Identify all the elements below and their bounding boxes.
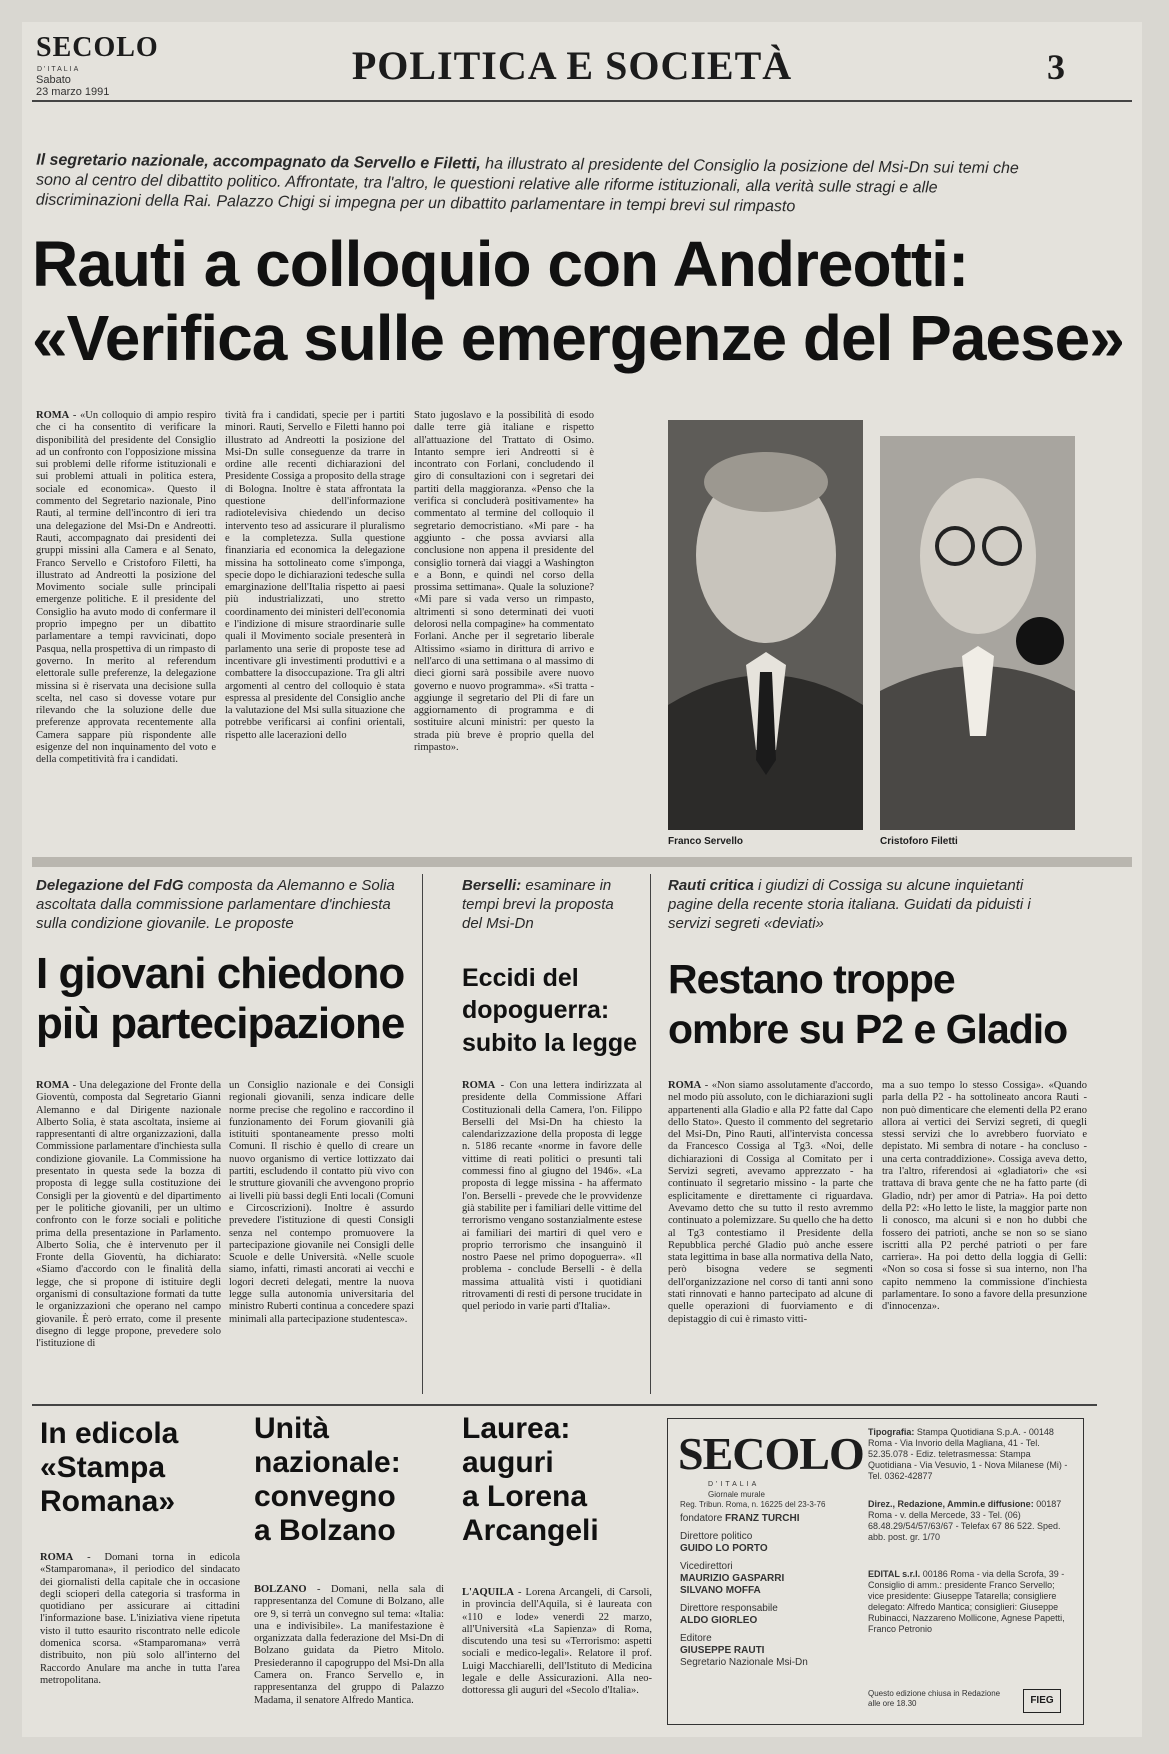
colophon-editor: GIUSEPPE RAUTI	[680, 1645, 765, 1656]
stampa-headline-3: Romana»	[40, 1485, 176, 1518]
lead-headline-1: Rauti a colloquio con Andreotti:	[32, 228, 969, 300]
colophon-director: GUIDO LO PORTO	[680, 1543, 768, 1554]
colophon-logo: SECOLO	[678, 1428, 864, 1479]
lead-kicker-text: ha illustrato al presidente del Consiglio la posizione del Msi-Dn sui temi che sono al centro del dibattito politico. Affrontate, tra l'altro, le questioni relative alle riforme istituzionali, alla verità sulle stragi e alle discriminazioni della Rai. Palazzo Chigi si impegna per un dibattito parlamentare in tempi brevi sul rimpasto	[35, 155, 1019, 216]
rauti-kicker	[668, 876, 1048, 933]
colophon-box	[667, 1418, 1084, 1725]
colophon-resp: ALDO GIORLEO	[680, 1615, 758, 1626]
stampa-headline-2: «Stampa	[40, 1451, 166, 1484]
bottom-rule	[32, 1404, 1097, 1406]
colophon-editor-label: Editore	[680, 1633, 712, 1644]
berselli-dateline: ROMA	[462, 1080, 496, 1091]
stampa-body-text: - Domani torna in edicola «Stamparomana», il periodico del sindacato dei giornalisti della capitale che in occasione degli scioperi della categoria si trasforma in quotidiano per assicurare ai cittadini l'informazione base. L'iniziativa viene ripetuta visto il tutto esaurito riscontrato nelle edicole domenica scorsa. «Stamparomana» verrà distribuito, non più solo all'interno del Raccordo Anulare ma anche in tutta l'area metropolitana.	[40, 1552, 240, 1686]
laurea-headline-1: Laurea:	[462, 1412, 571, 1445]
newspaper-page	[22, 22, 1142, 1737]
unita-headline-4: a Bolzano	[254, 1514, 396, 1547]
colophon-logo-sub: D'ITALIA	[708, 1481, 760, 1488]
berselli-headline-2: dopoguerra:	[462, 996, 610, 1024]
laurea-headline-4: Arcangeli	[462, 1514, 599, 1547]
lead-column-2	[225, 410, 405, 850]
rauti-column-1	[668, 1080, 873, 1395]
rauti-headline-2: ombre su P2 e Gladio	[668, 1006, 1068, 1052]
unita-headline-3: convegno	[254, 1480, 396, 1513]
lead-column-1	[36, 410, 216, 850]
fdg-column-1-text: - Una delegazione del Fronte della Gioventù, composta dal Segretario Gianni Alemanno e dal Dirigente nazionale Alberto Solia, è stata ascoltata, insieme ai rappresentanti di altre organizzazioni, dalla Commissione parlamentare d'inchiesta sulla condizione giovanile. La Commissione ha presentato in questa sede la bozza di proposta di legge sulla costituzione dei Consigli per la gioventù e del dipartimento per le politiche giovanili, per un ultimo confronto con le forze sociali e politiche prima della presentazione in Parlamento. Alberto Solia, che è intervenuto per il Fronte della Gioventù, ha dichiarato: «Siamo d'accordo con le finalità della legge, che si propone di istituire degli organismi di consultazione formati da tutte le organizzazioni che operano nel campo giovanile. È però errato, come il presente disegno di legge propone, prevedere solo l'istituzione di	[36, 1080, 221, 1350]
colophon-founder	[680, 1513, 799, 1525]
laurea-headline-2: auguri	[462, 1446, 554, 1479]
colophon-edital	[868, 1569, 1073, 1635]
unita-dateline: BOLZANO	[254, 1584, 307, 1595]
fdg-column-2-text: un Consiglio nazionale e dei Consigli regionali giovanili, senza indicare delle norme precise che regolino e raccordino il funzionamento dei Forum giovanili già istituiti spontaneamente presso molti Comuni. Il rischio è quello di creare un nuovo organismo di vertice lottizzato dai partiti, escludendo il contatto più vivo con le strutture giovanili che avvengono proprio ai livelli più bassi degli Enti locali (Comuni e Circoscrizioni). Inoltre è assurdo prevedere l'istituzione di questi Consigli senza nel contempo promuovere la partecipazione giovanile nei Consigli delle Scuole e delle Università. «Nelle scuole siamo, infatti, rimasti ancorati ai vecchi e logori decreti delegati, mentre la nuova legge sulla autonomia universitaria del ministro Ruberti continua a concedere spazi minimali alla partecipazione studentesca».	[229, 1080, 414, 1325]
colophon-resp-label: Direttore responsabile	[680, 1603, 778, 1614]
lead-kicker	[36, 151, 1036, 220]
column-rule-1	[422, 874, 423, 1394]
laurea-dateline: L'AQUILA	[462, 1587, 514, 1598]
unita-headline-1: Unità	[254, 1412, 329, 1445]
colophon-subtitle: Giornale murale	[708, 1490, 765, 1499]
colophon-closing: Questo edizione chiusa in Redazione alle ore 18.30	[868, 1689, 1001, 1708]
colophon-edital-text: 00186 Roma - via della Scrofa, 39 - Consiglio di amm.: presidente Franco Servello; vice presidente: Giuseppe Tatarella; consigliere delegato: Alfredo Mantica; consiglieri: Giuseppe Rubinacci, Nazzareno Mollicone, Agnese Papetti, Franco Petronio	[868, 1569, 1065, 1634]
column-rule-2	[650, 874, 651, 1394]
rauti-kicker-text: i giudizi di Cossiga su alcune inquietanti pagine della recente storia italiana. Guidati da piduisti i servizi segreti «deviati»	[668, 877, 1031, 932]
colophon-print	[868, 1427, 1073, 1482]
laurea-body	[462, 1587, 652, 1727]
colophon-director-label: Direttore politico	[680, 1531, 753, 1542]
masthead-day: Sabato	[36, 74, 71, 86]
colophon-editor-role: Segretario Nazionale Msi-Dn	[680, 1657, 808, 1668]
lead-headline-2: «Verifica sulle emergenze del Paese»	[32, 302, 1124, 374]
unita-body-text: - Domani, nella sala di rappresentanza del Comune di Bolzano, alle ore 9, si terrà un convegno sul tema: «Italia: una e indivisibile». La manifestazione è organizzata dalla federazione del Msi-Dn di Bolzano guidata da Pietro Mitolo. Presiederanno il capogruppo del Msi-Dn alla Camera on. Franco Servello e, in rappresentanza del gruppo di Palazzo Madama, il senatore Alfredo Mantica.	[254, 1584, 444, 1706]
colophon-vice-1: MAURIZIO GASPARRI	[680, 1573, 785, 1584]
colophon-print-title: Tipografia:	[868, 1427, 915, 1437]
masthead-logo-sub: D'ITALIA	[37, 66, 81, 73]
stampa-headline-1: In edicola	[40, 1417, 179, 1450]
masthead-date: 23 marzo 1991	[36, 86, 110, 98]
berselli-headline-3: subito la legge	[462, 1029, 638, 1057]
unita-body	[254, 1584, 444, 1724]
stampa-dateline: ROMA	[40, 1552, 74, 1563]
section-separator	[32, 857, 1132, 867]
colophon-founder-label: fondatore	[680, 1513, 723, 1524]
berselli-kicker-text: esaminare in tempi brevi la proposta del Msi-Dn	[462, 877, 614, 932]
colophon-reg: Reg. Tribun. Roma, n. 16225 del 23-3-76	[680, 1500, 826, 1509]
colophon-edital-title: EDITAL s.r.l.	[868, 1569, 921, 1579]
lead-column-2-text: tività fra i candidati, specie per i partiti minori. Rauti, Servello e Filetti hanno poi illustrato ad Andreotti la posizione del Msi-Dn sulle conseguenze da trarre in ordine alle recenti dichiarazioni del Presidente Cossiga a proposito della strage di Bologna. Inoltre è stata affrontata la questione dell'informazione radiotelevisiva chiedendo un deciso intervento teso ad assicurare il pluralismo e la completezza. Sulla questione finanziaria ed economica la delegazione missina ha sottolineato come s'imponga, specie dopo le dichiarazioni tedesche sulla emarginazione dell'Italia rispetto ai paesi più industrializzati, uno stretto coordinamento dei ministeri dell'economia e l'indizione di misure straordinarie sulle quali il Movimento sociale presenterà in parlamento una serie di proposte tese ad incentivare gli investimenti produttivi e a combattere la disoccupazione. Tra gli altri argomenti al centro del colloquio è stata espressa al presidente del Consiglio anche la valutazione del Msi sulla situazione che potrebbe verificarsi ai confini orientali, rispetto alle lacerazioni dello	[225, 410, 405, 741]
laurea-body-text: - Lorena Arcangeli, di Carsoli, in provincia dell'Aquila, si è laureata con «110 e lode» venerdì 22 marzo, all'Università «La Sapienza» di Roma, discutendo una tesi su «Terrorismo: aspetti sociali e medico-legali». Relatore il prof. Luigi Macchiarelli, dell'Istituto di Medicina legale e delle Assicurazioni. Alla neo-dottoressa gli auguri del «Secolo d'Italia».	[462, 1587, 652, 1697]
berselli-kicker-bold: Berselli:	[462, 877, 522, 894]
berselli-column	[462, 1080, 642, 1395]
caption-filetti: Cristoforo Filetti	[880, 836, 958, 847]
rauti-dateline: ROMA	[668, 1080, 702, 1091]
fieg-logo: FIEG	[1023, 1689, 1061, 1713]
portrait-servello-image	[668, 420, 863, 830]
photo-cristoforo-filetti	[880, 436, 1075, 830]
rauti-headline-1: Restano troppe	[668, 956, 955, 1002]
fdg-column-1	[36, 1080, 221, 1395]
berselli-column-text: - Con una lettera indirizzata al presidente della Commissione Affari Costituzionali della Camera, l'on. Filippo Berselli del Msi-Dn ha chiesto la calendarizzazione della proposta di legge n. 5186 recante «norme in favore delle vittime di reati politici o presunti tali commessi fino al giugno del 1946». «La proposta di legge missina - ha affermato l'on. Berselli - prevede che le provvidenze già stabilite per i familiari delle vittime del terrorismo vengano sostanzialmente estese ai familiari dei martiri di quel vero e proprio terrorismo che insanguinò il nostro Paese nel primo dopoguerra». «Il problema - conclude Berselli - è della massima attualità visti i quotidiani ritrovamenti di resti di persone trucidate in quel periodo in varie parti d'Italia».	[462, 1080, 642, 1313]
caption-servello: Franco Servello	[668, 836, 744, 847]
fdg-kicker-bold: Delegazione del FdG	[36, 877, 184, 894]
section-title: POLITICA E SOCIETÀ	[351, 43, 793, 88]
rauti-kicker-bold: Rauti critica	[668, 877, 754, 894]
fdg-kicker-text: composta da Alemanno e Solia ascoltata dalla commissione parlamentare d'inchiesta sulla condizione giovanile. Le proposte	[36, 877, 395, 932]
masthead-rule	[32, 100, 1132, 102]
rauti-column-1-text: - «Non siamo assolutamente d'accordo, nel modo più assoluto, con le dichiarazioni sugli appartenenti alla Gladio e alla P2 fatte dal Capo dello Stato». Questo il commento del segretario del Msi-Dn, Pino Rauti, all'intervista concessa da Francesco Cossiga al Tg3. «Noi, delle dichiarazioni di Cossiga al Comitato per i Servizi segreti, avevamo apprezzato - ha continuato il segretario missino - la parte che esplicitamente e direttamente ci riguardava. Avevamo detto che su tutto il resto avremmo continuato a polemizzare. Su quello che ha detto al Tg3 contestiamo il Presidente della Repubblica perché Gladio può anche essere stata legittima in base alla normativa della Nato, però bisogna vedere se segmenti dell'organizzazione nel corso di tanti anni sono stati rinnovati e hanno partecipato ad alcune di quelle operazioni di fuorviamento e di depistaggio di cui è rimasto vitti-	[668, 1080, 873, 1325]
lead-column-3	[414, 410, 594, 850]
rauti-column-2-text: ma a suo tempo lo stesso Cossiga». «Quando parla della P2 - ha sottolineato ancora Rauti - non può dimenticare che elementi della P2 erano allora ai vertici dei Servizi segreti, di quegli stessi servizi che lo avrebbero fuorviato e depistato. Mi sembra di notare - ha concluso - una certa contraddizione». Cossiga aveva detto, tra l'altro, riferendosi ai «gladiatori» che «si trattava di brava gente che ne ha fatto parte (di Gladio, ndr) per amor di Patria». Ha poi detto della P2: «Ho letto le liste, la maggior parte non li conosco, ma alcuni sì e non ho dubbi che fossero dei patrioti, anche se non so se siano iscritti alla P2 perché patrioti o per fare carriera». Ha poi detto della loggia di Gelli: «Non so cosa si fosse sì sua interno, non l'ha capito nemmeno la commissione d'inchiesta parlamentare. Io sono a favore della presunzione d'innocenza».	[882, 1080, 1087, 1313]
unita-headline-2: nazionale:	[254, 1446, 401, 1479]
fdg-headline-2: più partecipazione	[36, 999, 405, 1048]
fdg-headline-1: I giovani chiedono	[36, 949, 405, 998]
masthead-logo: SECOLO	[36, 32, 159, 63]
lead-column-3-text: Stato jugoslavo e la possibilità di esodo dalle terre già italiane e rispetto all'attuazione del Trattato di Osimo. Intanto sempre ieri Andreotti si è incontrato con Forlani, concludendo il giro di consultazioni con i segretari dei partiti della maggioranza. «Penso che la verifica si concluderà positivamente» ha commentato al termine del colloquio il segretario democristiano. «Mi pare - ha aggiunto - che possa avviarsi alla conclusione non appena il presidente del consiglio tornerà dai viaggi a Washington e a Bonn, e quindi nel corso della prossima settimana». Quale la soluzione? «Mi pare si vada verso un rimpasto, altrimenti si sono determinati dei vuoti delorosi nella compagine» ha commentato Forlani. Anche per il segretario liberale Altissimo «siamo in dirittura di arrivo e nell'arco di una settimana o al massimo di dieci giorni sarà possibile avere nuovo governo e nuovo programma». «Si tratta - aggiunge il segretario del Pli di fare un aggiornamento di programma e di sostituire alcuni ministri: per questo la strada più breve è proprio quella del rimpasto».	[414, 410, 594, 754]
colophon-red-title: Direz., Redazione, Ammin.e diffusione:	[868, 1499, 1034, 1509]
colophon-redazione	[868, 1499, 1073, 1543]
lead-column-1-text: - «Un colloquio di ampio respiro che ci ha consentito di verificare la disponibilità del presidente del Consiglio ad un confronto con l'opposizione missina sui problemi delle riforme istituzionali e sui problemi attuali in politica estera, sociale ed economica». Questo il commento del Segretario nazionale, Pino Rauti, al termine dell'incontro di ieri tra una delegazione del Msi-Dn e Andreotti. Rauti, accompagnato dai presidenti dei gruppi missini alla Camera e al Senato, Franco Servello e Cristoforo Filetti, ha illustrato ad Andreotti la posizione del Movimento sociale sulle principali emergenze politiche. E il presidente del Consiglio ha avuto modo di confermare il proprio impegno per un dibattito parlamentare a tempi ravvicinati, dopo Pasqua, nella prospettiva di un rimpasto di governo. In merito al referendum elettorale sulle preferenze, la delegazione missina si è riservata una decisione sulla scelta, nel caso si dovesse votare pur rilevando che la soluzione delle due preferenze approvata recentemente alla Camera sappare più rispondente alle esigenze del non inquinamento del voto e della competitività fra i candidati.	[36, 410, 216, 766]
berselli-kicker	[462, 876, 622, 933]
stampa-body	[40, 1552, 240, 1712]
fdg-column-2	[229, 1080, 414, 1395]
colophon-red-text: 00187 Roma - v. della Mercede, 33 - Tel. (06) 68.48.29/54/57/63/67 - Telefax 67 86 522. Sped. abb. post. gr. 1/70	[868, 1499, 1062, 1542]
colophon-vice-2: SILVANO MOFFA	[680, 1585, 761, 1596]
lead-dateline: ROMA	[36, 410, 70, 421]
colophon-founder-name: FRANZ TURCHI	[725, 1513, 800, 1524]
laurea-headline-3: a Lorena	[462, 1480, 588, 1513]
colophon-print-text: Stampa Quotidiana S.p.A. - 00148 Roma - Via Invorio della Magliana, 41 - Tel. 52.35.078 - Ediz. teletrasmessa: Stampa Quotidiana - Via Vesuvio, 1 - Nova Milanese (Mi) - Tel. 0362-42877	[868, 1427, 1068, 1481]
berselli-headline-1: Eccidi del	[462, 964, 579, 992]
rauti-column-2	[882, 1080, 1087, 1395]
colophon-vice-label: Vicedirettori	[680, 1561, 733, 1572]
portrait-filetti-image	[880, 436, 1075, 830]
photo-franco-servello	[668, 420, 863, 830]
page-number: 3	[1047, 47, 1065, 87]
lead-kicker-bold: Il segretario nazionale, accompagnato da Servello e Filetti,	[36, 151, 481, 173]
fdg-kicker	[36, 876, 416, 933]
fdg-dateline: ROMA	[36, 1080, 70, 1091]
